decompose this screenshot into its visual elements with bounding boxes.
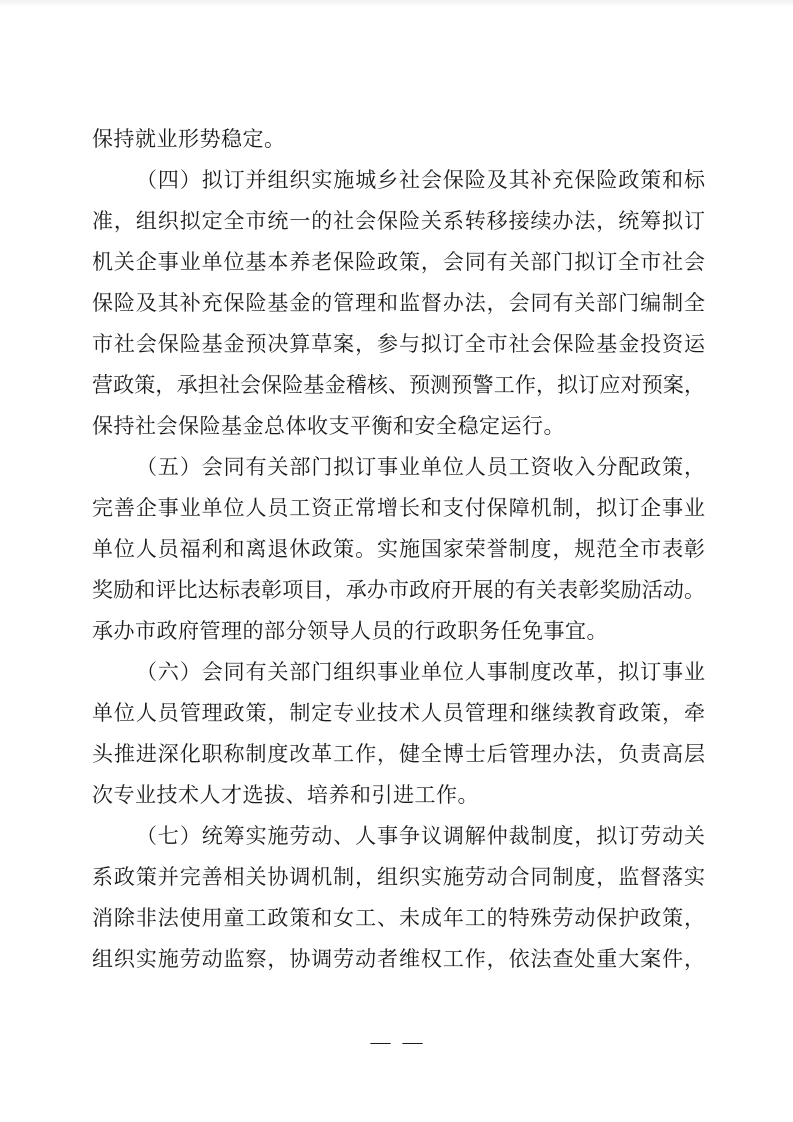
text-line: 保持社会保险基金总体收支平衡和安全稳定运行。 (92, 414, 565, 438)
text-line: （五）会同有关部门拟订事业单位人员工资收入分配政策， (136, 455, 705, 479)
text-line: 单位人员福利和离退休政策。实施国家荣誉制度，规范全市表彰 (92, 537, 705, 561)
paragraph (92, 119, 705, 160)
text-line: 保持就业形势稳定。 (92, 127, 286, 151)
text-line: 消除非法使用童工政策和女工、未成年工的特殊劳动保护政策， (92, 906, 705, 930)
text-line: 承办市政府管理的部分领导人员的行政职务任免事宜。 (92, 619, 608, 643)
text-line: 准，组织拟定全市统一的社会保险关系转移接续办法，统筹拟订 (92, 209, 705, 233)
text-line: （七）统筹实施劳动、人事争议调解仲裁制度，拟订劳动关 (136, 824, 705, 848)
text-line: 营政策，承担社会保险基金稽核、预测预警工作，拟订应对预案， (92, 373, 705, 397)
text-line: 机关企事业单位基本养老保险政策，会同有关部门拟订全市社会 (92, 250, 705, 274)
page-number: — — (370, 1031, 423, 1053)
text-line: 次专业技术人才选拔、培养和引进工作。 (92, 783, 479, 807)
text-line: （四）拟订并组织实施城乡社会保险及其补充保险政策和标 (136, 168, 705, 192)
text-line: 完善企事业单位人员工资正常增长和支付保障机制，拟订企事业 (92, 496, 705, 520)
paragraph (92, 447, 705, 652)
text-line: 组织实施劳动监察，协调劳动者维权工作，依法查处重大案件， (92, 947, 705, 971)
text-line: （六）会同有关部门组织事业单位人事制度改革，拟订事业 (136, 660, 705, 684)
paragraph (92, 816, 705, 980)
text-line: 奖励和评比达标表彰项目，承办市政府开展的有关表彰奖励活动。 (92, 578, 705, 602)
paragraph (92, 160, 705, 447)
paragraph (92, 652, 705, 816)
text-line: 头推进深化职称制度改革工作，健全博士后管理办法，负责高层 (92, 742, 705, 766)
document-body (92, 119, 705, 980)
scan-edge-shading (0, 0, 793, 7)
text-line: 单位人员管理政策，制定专业技术人员管理和继续教育政策，牵 (92, 701, 705, 725)
text-line: 保险及其补充保险基金的管理和监督办法，会同有关部门编制全 (92, 291, 705, 315)
text-line: 市社会保险基金预决算草案，参与拟订全市社会保险基金投资运 (92, 332, 705, 356)
text-line: 系政策并完善相关协调机制，组织实施劳动合同制度，监督落实 (92, 865, 705, 889)
